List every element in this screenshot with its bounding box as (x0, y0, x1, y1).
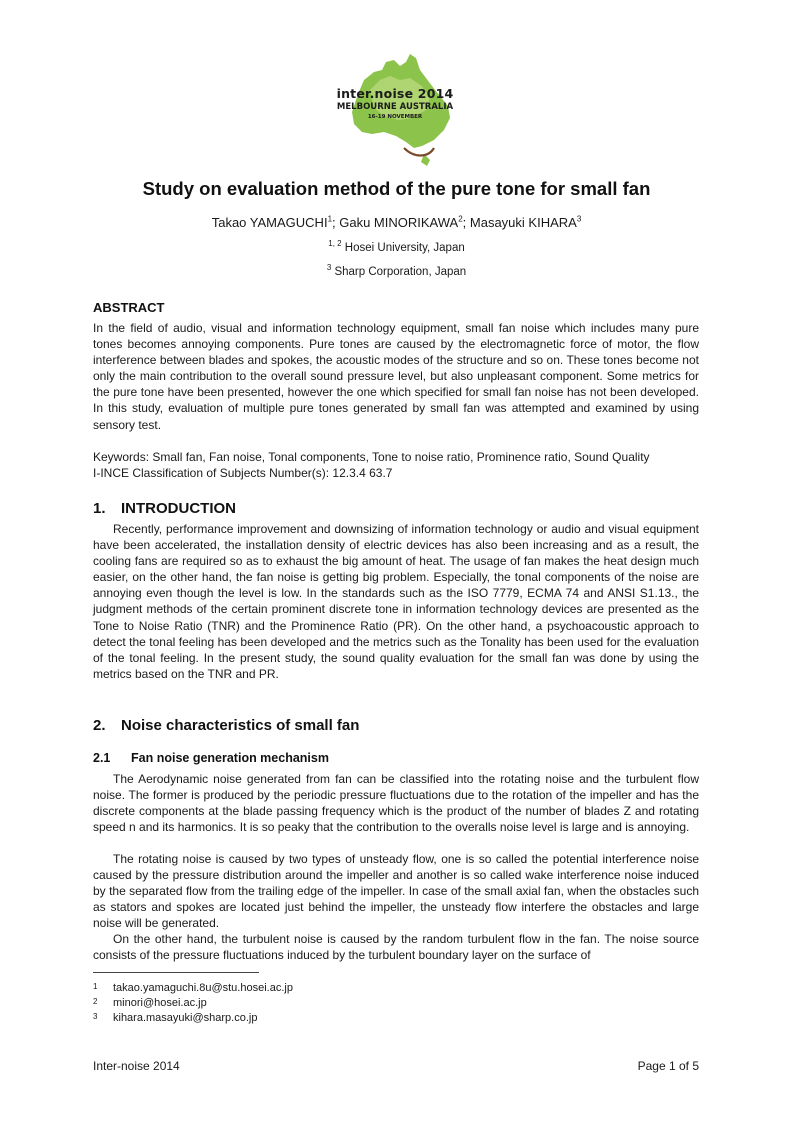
section-title: INTRODUCTION (121, 500, 236, 517)
author-affiliation-mark: 1 (327, 214, 333, 224)
affiliation (0, 263, 793, 278)
author-list (0, 215, 793, 230)
footer-conference: Inter-noise 2014 (93, 1059, 180, 1073)
section-heading-introduction (93, 500, 236, 517)
affiliation-mark: 3 (326, 263, 332, 273)
section-number: 2. (93, 717, 106, 734)
footnote-divider (93, 972, 259, 973)
section-number: 1. (93, 500, 106, 517)
author-affiliation-mark: 2 (458, 214, 463, 224)
section-title: Noise characteristics of small fan (121, 717, 360, 734)
footnote-email[interactable]: takao.yamaguchi.8u@stu.hosei.ac.jp (113, 982, 293, 994)
author-name: Gaku MINORIKAWA (339, 215, 459, 230)
footnote (93, 1012, 257, 1024)
introduction-paragraph: Recently, performance improvement and downsizing of information technology or audio and visual equipment have been accelerated, the installation density of electric devices has also been increasing and as a result, the cooling fans are required so as to exhaust the big amount of heat. The usage of fan makes the heat design much easier, on the other hand, the fan noise is getting big problem. Especially, the tonal components of the noise are annoying even though the level is low. In the standards such as the ISO 7779, ECMA 74 and ANSI S1.13., the judgment methods of the certain prominent discrete tone in information technology devices are presented as the Tone to Noise Ratio (TNR) and the Prominence Ratio (PR). On the other hand, a psychoacoustic approach to detect the tonal feeling has been developed and the metrics such as the Tonality has been used for the evaluation of the tonal feeling. In the present study, the sound quality evaluation for the small fan was done by using the metrics based on the TNR and PR. (93, 522, 699, 681)
conference-logo (330, 50, 460, 168)
author-affiliation-mark: 3 (576, 214, 582, 224)
body-paragraph: The Aerodynamic noise generated from fan can be classified into the rotating noise and the turbulent flow noise. The former is produced by the periodic pressure fluctuations due to the rotation of the impeller and has the discrete components at the blade passing frequency which is the product of the number of blades Z and rotating speed n and its harmonics. It is so peaky that the contribution to the overalls noise level is large and is annoying. (93, 772, 699, 835)
footnote-number: 3 (93, 1012, 98, 1021)
footnote (93, 997, 207, 1009)
logo-title: inter.noise 2014 (336, 86, 454, 101)
paper-title: Study on evaluation method of the pure tone for small fan (142, 178, 651, 199)
footnote-number: 1 (93, 982, 98, 991)
author-name: Masayuki KIHARA (469, 215, 577, 230)
body-paragraph: The rotating noise is caused by two types of unsteady flow, one is so called the potential interference noise caused by the pressure distribution around the impeller and another is so called wake interference noise induced by the separated flow from the trailing edge of the impeller. In case of the small axial fan, when the obstacles such as stators and spokes are located just behind the impeller, the unsteady flow interfere the obstacles and large noise will be generated. (93, 852, 699, 931)
subsection-heading (93, 751, 329, 765)
footnote (93, 982, 293, 994)
footnote-number: 2 (93, 997, 98, 1006)
affiliation-mark: 1, 2 (328, 239, 342, 249)
classification: I-INCE Classification of Subjects Number(s): 12.3.4 63.7 (93, 466, 393, 481)
footnote-email[interactable]: minori@hosei.ac.jp (113, 997, 207, 1009)
author-name: Takao YAMAGUCHI (211, 215, 328, 230)
author-separator: ; (332, 215, 340, 230)
footnote-email[interactable]: kihara.masayuki@sharp.co.jp (113, 1012, 258, 1024)
logo-dates: 16-19 NOVEMBER (367, 114, 423, 120)
abstract-heading: ABSTRACT (93, 300, 165, 315)
subsection-number: 2.1 (93, 751, 111, 765)
abstract-text: In the field of audio, visual and information technology equipment, small fan noise which includes many pure tones becomes annoying components. Pure tones are caused by the electromagnetic force of motor, the flow interference between blades and spokes, the acoustic modes of the structure and so on. These tones become not only the main contribution to the overall sound pressure level, but also unpleasant component. Some metrics for the pure tone have been presented, however the one which specified for small fan noise has not been developed. In this study, evaluation of multiple pure tones generated by small fan was attempted and examined by using sensory test. (93, 321, 699, 432)
affiliation-text: Sharp Corporation, Japan (334, 266, 467, 278)
footer-page-number: Page 1 of 5 (637, 1059, 699, 1073)
section-heading-noise (93, 717, 359, 734)
keywords: Keywords: Small fan, Fan noise, Tonal components, Tone to noise ratio, Prominence ratio, Sound Quality (93, 450, 650, 464)
body-paragraph: On the other hand, the turbulent noise is caused by the random turbulent flow in the fan. The noise source consists of the pressure fluctuations induced by the turbulent boundary layer on the surface of (93, 932, 699, 963)
author-separator: ; (462, 215, 470, 230)
affiliation (0, 239, 793, 254)
subsection-title: Fan noise generation mechanism (131, 751, 329, 765)
keywords-block (93, 449, 699, 481)
logo-location: MELBOURNE AUSTRALIA (336, 102, 454, 112)
affiliation-text: Hosei University, Japan (344, 242, 465, 254)
